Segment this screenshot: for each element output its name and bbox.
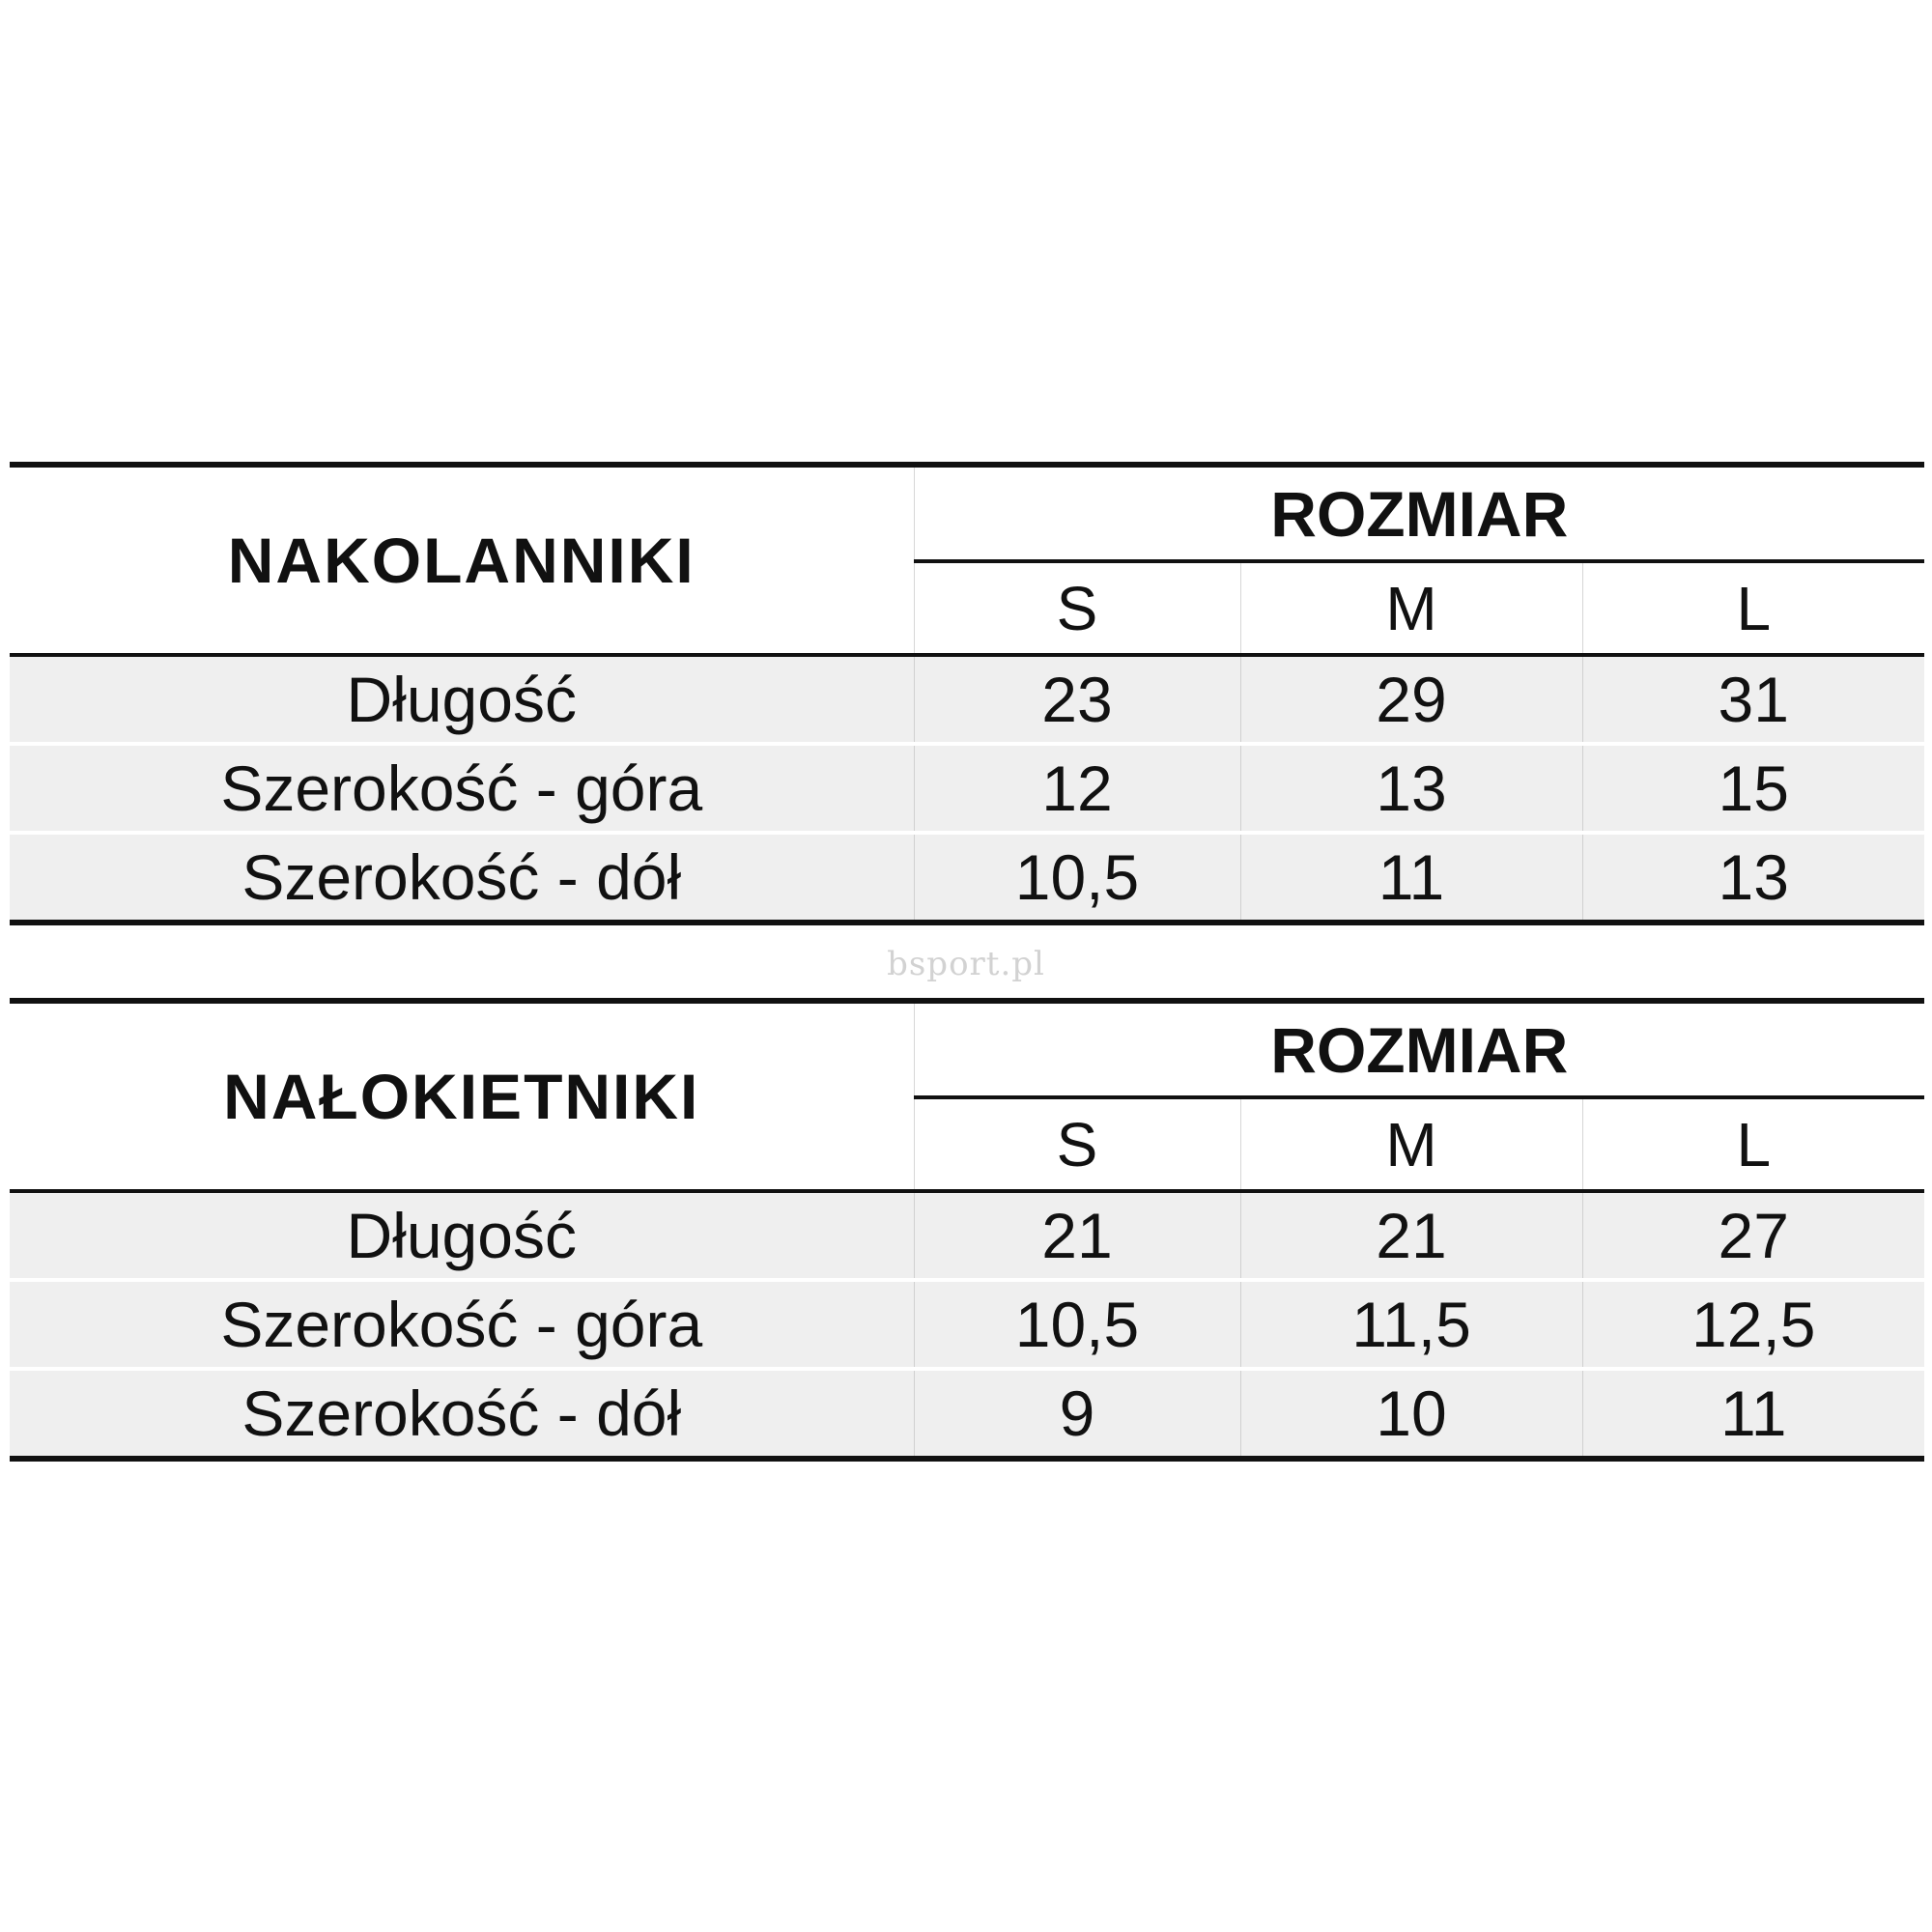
row-label: Długość bbox=[10, 655, 914, 744]
value-m: 29 bbox=[1240, 655, 1582, 744]
watermark: bsport.pl bbox=[887, 945, 1045, 983]
value-s: 23 bbox=[914, 655, 1240, 744]
row-label: Szerokość - dół bbox=[10, 833, 914, 923]
table-row bbox=[10, 833, 1924, 923]
table-row bbox=[10, 744, 1924, 833]
size-header-l: L bbox=[1582, 1097, 1924, 1191]
value-s: 12 bbox=[914, 744, 1240, 833]
value-s: 10,5 bbox=[914, 833, 1240, 923]
row-label: Długość bbox=[10, 1191, 914, 1280]
row-label: Szerokość - góra bbox=[10, 744, 914, 833]
size-header-l: L bbox=[1582, 561, 1924, 655]
size-table-nalokietniki bbox=[10, 998, 1924, 1462]
row-label: Szerokość - góra bbox=[10, 1280, 914, 1369]
table-row bbox=[10, 1369, 1924, 1459]
size-header-s: S bbox=[914, 561, 1240, 655]
value-s: 21 bbox=[914, 1191, 1240, 1280]
row-label: Szerokość - dół bbox=[10, 1369, 914, 1459]
value-m: 13 bbox=[1240, 744, 1582, 833]
value-l: 12,5 bbox=[1582, 1280, 1924, 1369]
table-title: NAKOLANNIKI bbox=[10, 465, 914, 655]
size-header-m: M bbox=[1240, 1097, 1582, 1191]
table-title: NAŁOKIETNIKI bbox=[10, 1001, 914, 1191]
table-row bbox=[10, 1280, 1924, 1369]
table-row bbox=[10, 655, 1924, 744]
table-row bbox=[10, 1191, 1924, 1280]
value-m: 21 bbox=[1240, 1191, 1582, 1280]
value-m: 11,5 bbox=[1240, 1280, 1582, 1369]
size-header-m: M bbox=[1240, 561, 1582, 655]
value-l: 15 bbox=[1582, 744, 1924, 833]
value-l: 13 bbox=[1582, 833, 1924, 923]
rozmiar-header: ROZMIAR bbox=[914, 1001, 1924, 1097]
value-l: 31 bbox=[1582, 655, 1924, 744]
value-s: 9 bbox=[914, 1369, 1240, 1459]
value-m: 11 bbox=[1240, 833, 1582, 923]
value-m: 10 bbox=[1240, 1369, 1582, 1459]
value-l: 27 bbox=[1582, 1191, 1924, 1280]
size-header-s: S bbox=[914, 1097, 1240, 1191]
value-s: 10,5 bbox=[914, 1280, 1240, 1369]
value-l: 11 bbox=[1582, 1369, 1924, 1459]
size-table-nakolanniki bbox=[10, 462, 1924, 925]
rozmiar-header: ROZMIAR bbox=[914, 465, 1924, 561]
